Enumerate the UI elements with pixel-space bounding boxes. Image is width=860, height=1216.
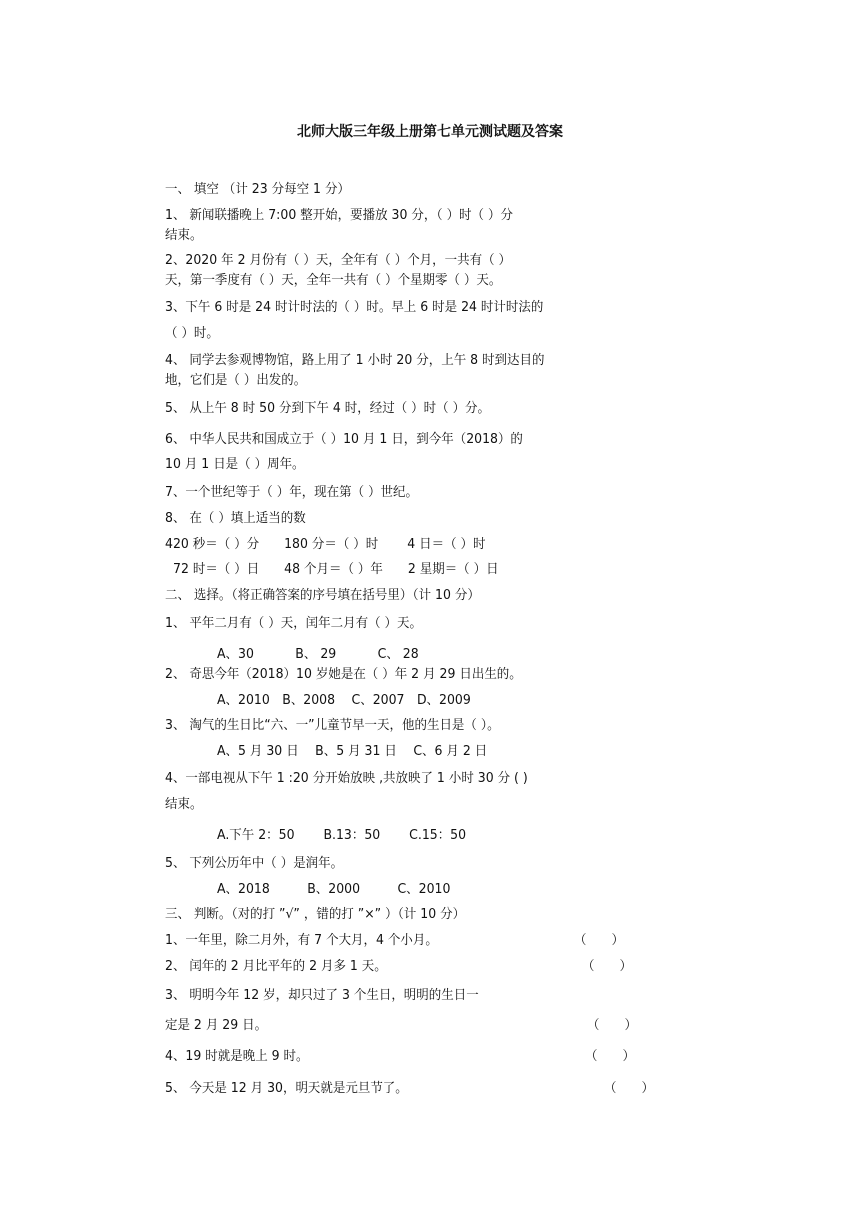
section1-heading: 一、 填空 （计 23 分每空 1 分） <box>165 182 350 197</box>
s2-question-4-line1: 4、一部电视从下午 1 :20 分开始放映 ,共放映了 1 小时 30 分 ( ) <box>165 771 528 786</box>
s3-question-3-line1: 3、 明明今年 12 岁，却只过了 3 个生日，明明的生日一 <box>165 988 479 1003</box>
s3-answer-paren-1: （ ） <box>574 933 624 948</box>
s3-answer-paren-2: （ ） <box>582 959 632 974</box>
s3-question-5: 5、 今天是 12 月 30，明天就是元旦节了。 <box>165 1081 408 1096</box>
s2-question-1-options: A、30 B、 29 C、 28 <box>217 647 419 662</box>
s1-question-7: 7、一个世纪等于（ ）年，现在第（ ）世纪。 <box>165 485 419 500</box>
s2-question-4-options: A.下午 2：50 B.13：50 C.15：50 <box>217 828 467 843</box>
s1-question-3-line1: 3、下午 6 时是 24 时计时法的（ ）时。早上 6 时是 24 时计时法的 <box>165 300 544 315</box>
s1-question-4-line2: 地，它们是（ ）出发的。 <box>165 373 307 388</box>
s3-answer-paren-3: （ ） <box>587 1018 637 1033</box>
s1-question-2-line2: 天，第一季度有（ ）天，全年一共有（ ）个星期零（ ）天。 <box>165 273 502 288</box>
s3-question-1: 1、一年里，除二月外，有 7 个大月，4 个小月。 <box>165 933 438 948</box>
section3-heading: 三、 判断。（对的打 ”√” ，错的打 ”×” ）（计 10 分） <box>165 907 466 922</box>
s1-question-3-line2: （ ）时。 <box>165 326 219 341</box>
s1-question-8-row1: 420 秒＝（ ）分 180 分＝（ ）时 4 日＝（ ）时 <box>165 537 486 552</box>
page-title: 北师大版三年级上册第七单元测试题及答案 <box>297 124 563 140</box>
s1-question-1-line2: 结束。 <box>165 228 203 243</box>
s2-question-1: 1、 平年二月有（ ）天，闰年二月有（ ）天。 <box>165 616 422 631</box>
s1-question-8-row2: 72 时＝（ ）日 48 个月＝（ ）年 2 星期＝（ ）日 <box>173 562 499 577</box>
s2-question-3: 3、 淘气的生日比“六、一”儿童节早一天，他的生日是（ ）。 <box>165 718 500 733</box>
s2-question-5-options: A、2018 B、2000 C、2010 <box>217 882 451 897</box>
s3-answer-paren-4: （ ） <box>585 1049 635 1064</box>
s1-question-8: 8、 在（ ）填上适当的数 <box>165 511 306 526</box>
s3-question-4: 4、19 时就是晚上 9 时。 <box>165 1049 309 1064</box>
s3-question-2: 2、 闰年的 2 月比平年的 2 月多 1 天。 <box>165 959 387 974</box>
s1-question-6-line2: 10 月 1 日是（ ）周年。 <box>165 457 305 472</box>
s1-question-6-line1: 6、 中华人民共和国成立于（ ）10 月 1 日，到今年（2018）的 <box>165 432 523 447</box>
s2-question-3-options: A、5 月 30 日 B、5 月 31 日 C、6 月 2 日 <box>217 744 488 759</box>
s1-question-5: 5、 从上午 8 时 50 分到下午 4 时，经过（ ）时（ ）分。 <box>165 401 491 416</box>
s2-question-2: 2、 奇思今年（2018）10 岁她是在（ ）年 2 月 29 日出生的。 <box>165 667 522 682</box>
section2-heading: 二、 选择。（将正确答案的序号填在括号里）（计 10 分） <box>165 588 480 603</box>
s2-question-5: 5、 下列公历年中（ ）是润年。 <box>165 856 344 871</box>
s1-question-4-line1: 4、 同学去参观博物馆，路上用了 1 小时 20 分，上午 8 时到达目的 <box>165 353 545 368</box>
s1-question-1-line1: 1、 新闻联播晚上 7:00 整开始，要播放 30 分，（ ）时（ ）分 <box>165 208 513 223</box>
s3-question-3-line2: 定是 2 月 29 日。 <box>165 1018 268 1033</box>
s2-question-4-line2: 结束。 <box>165 797 203 812</box>
s3-answer-paren-5: （ ） <box>604 1081 654 1096</box>
s1-question-2-line1: 2、2020 年 2 月份有（ ）天，全年有（ ）个月，一共有（ ） <box>165 253 512 268</box>
s2-question-2-options: A、2010 B、2008 C、2007 D、2009 <box>217 693 471 708</box>
